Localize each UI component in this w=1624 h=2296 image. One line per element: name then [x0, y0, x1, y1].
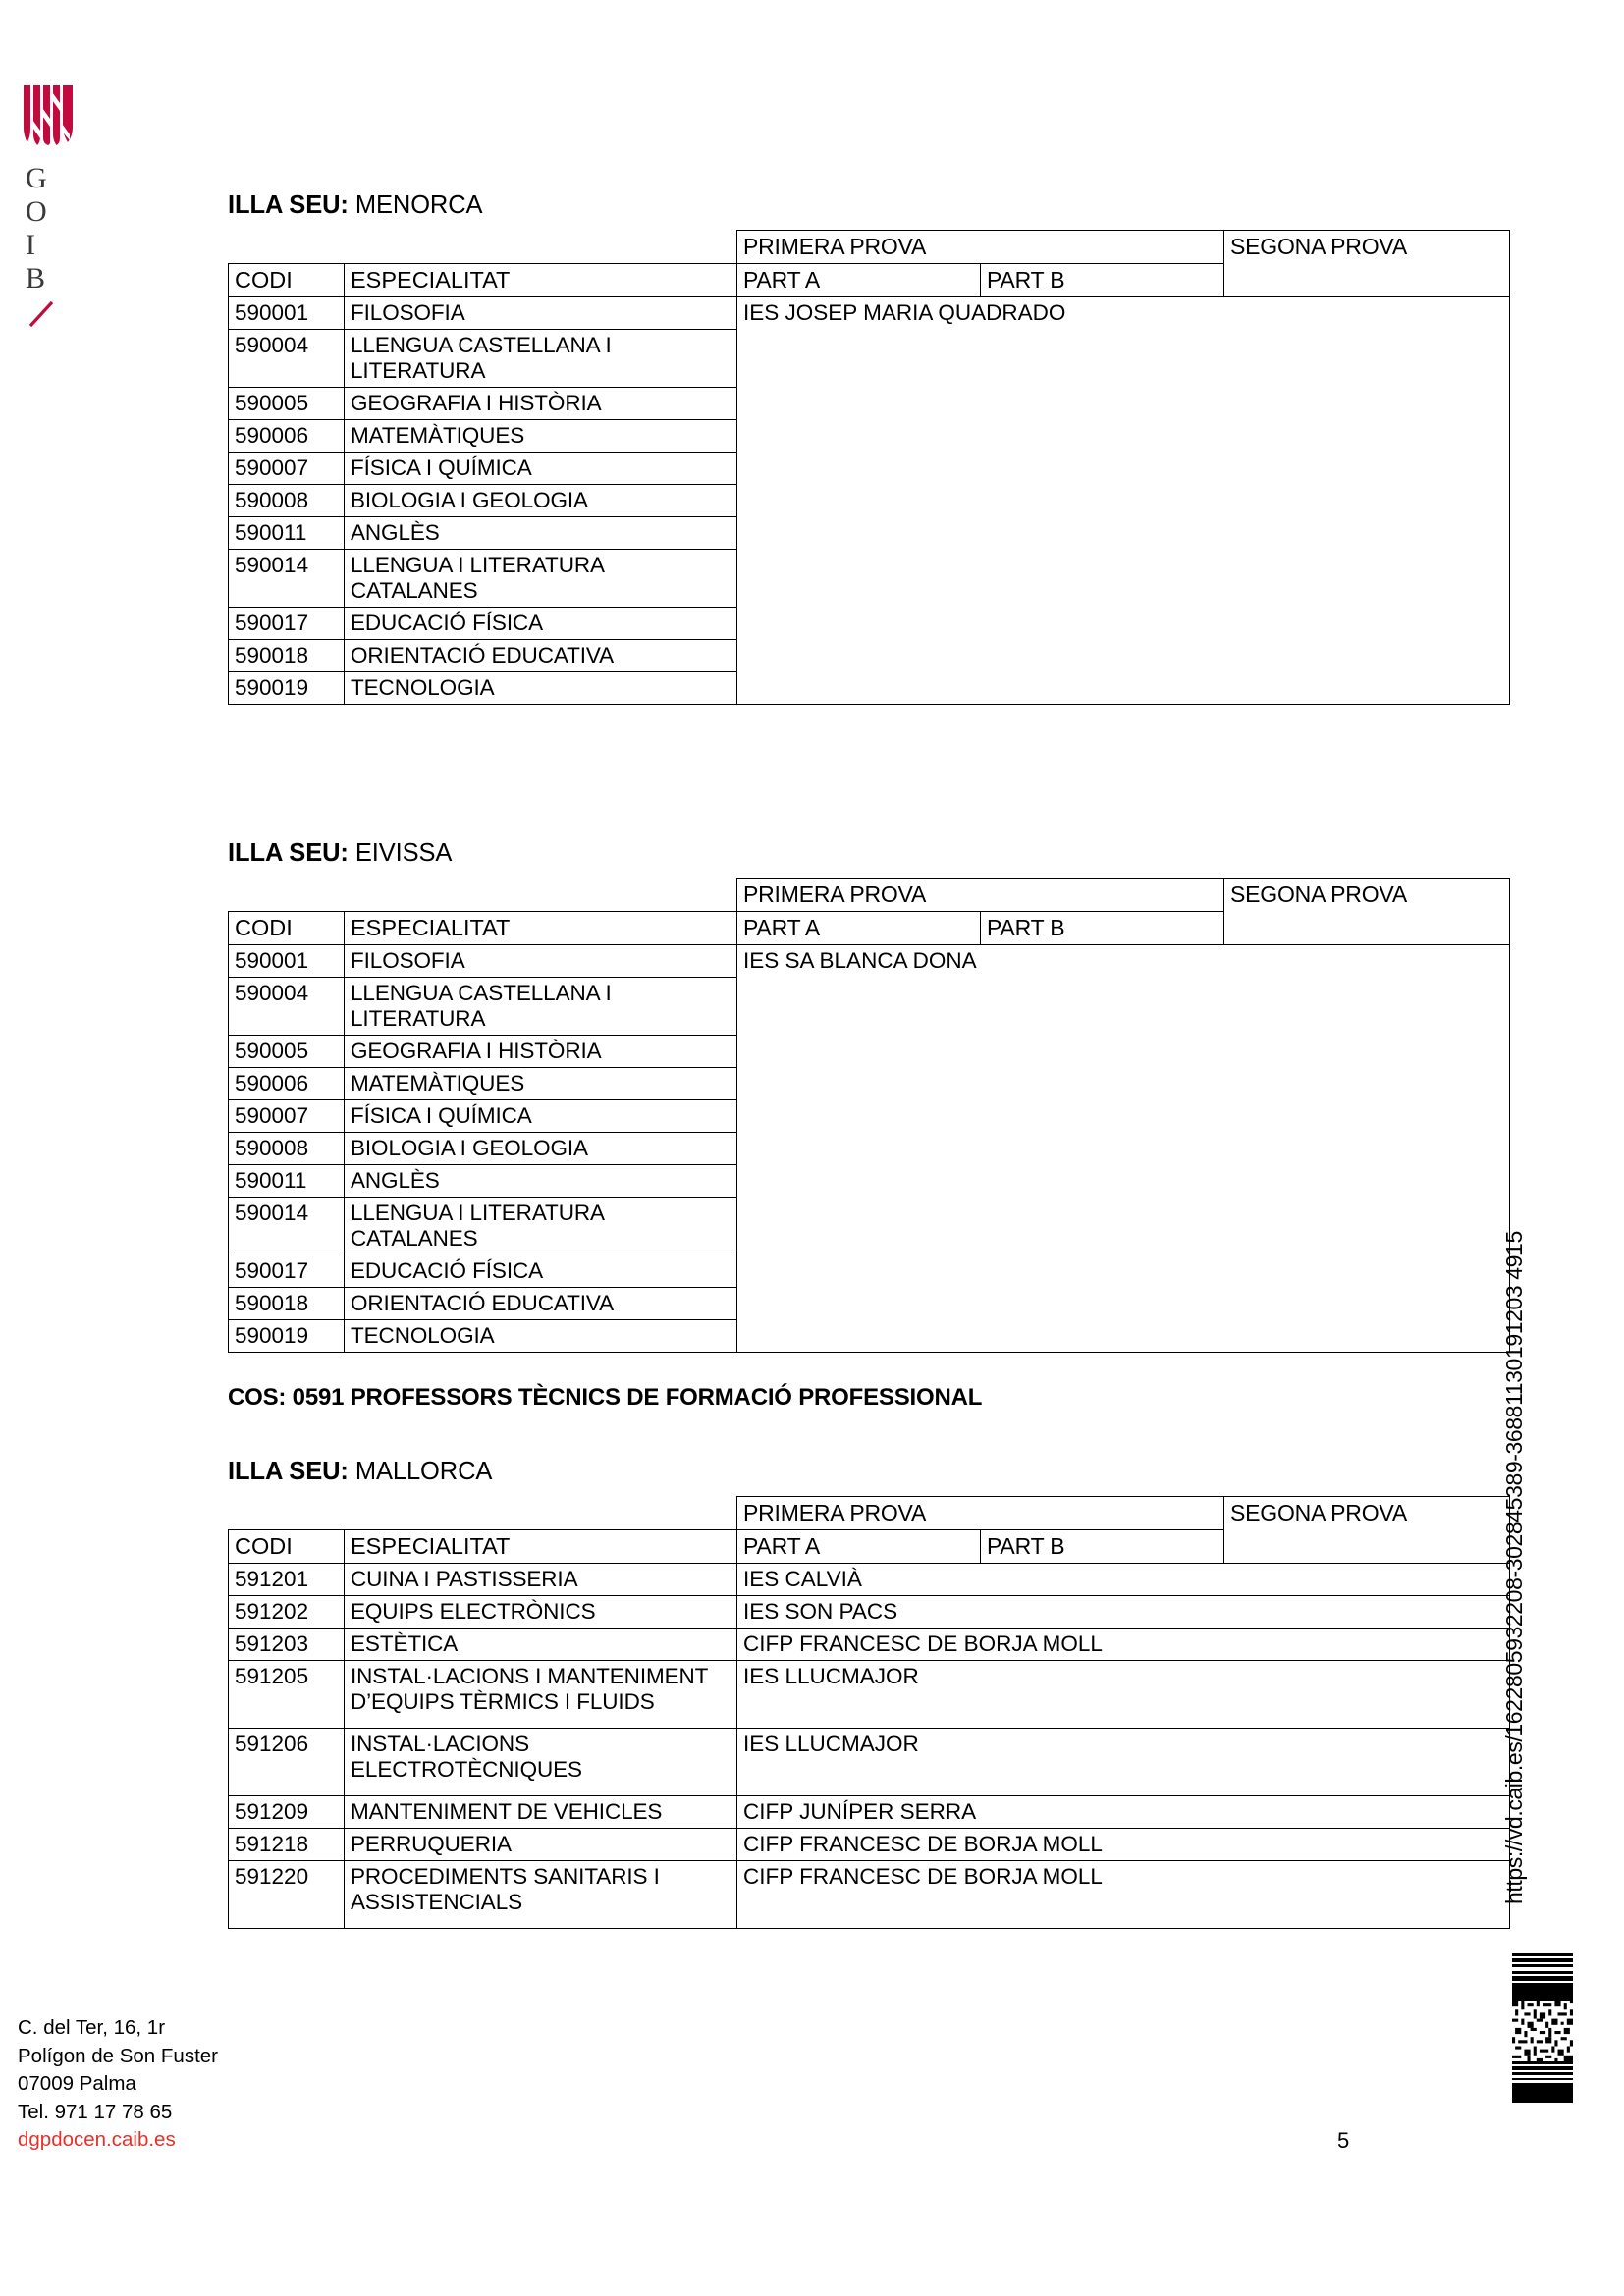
qr-code-icon	[1512, 2001, 1573, 2061]
section-menorca	[228, 191, 1510, 705]
cell-codi: 591205	[229, 1661, 345, 1729]
cell-codi: 590017	[229, 608, 345, 640]
exam-table-eivissa	[228, 878, 1510, 1353]
cell-especialitat: PROCEDIMENTS SANITARIS I ASSISTENCIALS	[345, 1861, 737, 1929]
cell-codi: 590006	[229, 1068, 345, 1100]
cell-codi: 591218	[229, 1829, 345, 1861]
cell-especialitat: BIOLOGIA I GEOLOGIA	[345, 485, 737, 517]
barcode-top-icon	[1512, 1953, 1573, 2001]
table-row	[229, 1729, 1510, 1796]
cell-codi: 590004	[229, 330, 345, 388]
spacer-cell	[345, 1497, 737, 1530]
header-part-a: PART A	[737, 912, 981, 945]
verification-code-block	[1512, 1953, 1573, 2103]
cell-codi: 590001	[229, 945, 345, 978]
section-mallorca-table	[228, 1458, 1510, 1929]
cell-venue: IES JOSEP MARIA QUADRADO	[737, 297, 1510, 705]
cell-especialitat: CUINA I PASTISSERIA	[345, 1564, 737, 1596]
header-codi: CODI	[229, 264, 345, 297]
table-row	[229, 1629, 1510, 1661]
cell-codi: 590004	[229, 978, 345, 1036]
cell-venue: IES SA BLANCA DONA	[737, 945, 1510, 1353]
footer-website-link[interactable]: dgpdocen.caib.es	[18, 2128, 176, 2151]
cell-especialitat: FÍSICA I QUÍMICA	[345, 453, 737, 485]
cell-venue: CIFP FRANCESC DE BORJA MOLL	[737, 1629, 1510, 1661]
cell-codi: 591220	[229, 1861, 345, 1929]
footer-city: 07009 Palma	[18, 2072, 136, 2095]
cell-codi: 590006	[229, 420, 345, 453]
cell-especialitat: TECNOLOGIA	[345, 672, 737, 705]
exam-table-mallorca	[228, 1496, 1510, 1929]
spacer-cell	[229, 1497, 345, 1530]
table-row	[229, 1661, 1510, 1729]
cell-especialitat: ESTÈTICA	[345, 1629, 737, 1661]
exam-table-menorca	[228, 230, 1510, 705]
seu-label: ILLA SEU:	[228, 839, 349, 867]
cell-especialitat: ANGLÈS	[345, 517, 737, 550]
header-segona-prova: SEGONA PROVA	[1224, 231, 1510, 297]
cell-codi: 590008	[229, 485, 345, 517]
cell-especialitat: TECNOLOGIA	[345, 1320, 737, 1353]
cell-codi: 590017	[229, 1255, 345, 1288]
header-primera-prova: PRIMERA PROVA	[737, 879, 1224, 912]
goib-logo	[18, 83, 135, 329]
logo-letter-g: G	[26, 162, 47, 194]
table-body-eivissa	[229, 945, 1510, 1353]
footer-polygon: Polígon de Son Fuster	[18, 2044, 218, 2067]
cell-venue: IES LLUCMAJOR	[737, 1661, 1510, 1729]
seu-heading-eivissa	[228, 839, 1510, 868]
header-part-a: PART A	[737, 1530, 981, 1564]
cell-especialitat: EDUCACIÓ FÍSICA	[345, 1255, 737, 1288]
table-body-mallorca	[229, 1564, 1510, 1929]
cell-especialitat: MANTENIMENT DE VEHICLES	[345, 1796, 737, 1829]
cell-venue: CIFP FRANCESC DE BORJA MOLL	[737, 1829, 1510, 1861]
cell-codi: 590011	[229, 1165, 345, 1198]
cell-codi: 590005	[229, 388, 345, 420]
cell-especialitat: MATEMÀTIQUES	[345, 1068, 737, 1100]
header-part-a: PART A	[737, 264, 981, 297]
cell-especialitat: LLENGUA I LITERATURA CATALANES	[345, 1198, 737, 1255]
cell-especialitat: PERRUQUERIA	[345, 1829, 737, 1861]
seu-value: MENORCA	[354, 191, 483, 219]
cell-especialitat: ORIENTACIÓ EDUCATIVA	[345, 1288, 737, 1320]
cell-especialitat: LLENGUA CASTELLANA I LITERATURA	[345, 330, 737, 388]
page-number: 5	[1337, 2128, 1350, 2153]
header-primera-prova: PRIMERA PROVA	[737, 1497, 1224, 1530]
header-part-b: PART B	[981, 912, 1224, 945]
cell-venue: IES CALVIÀ	[737, 1564, 1510, 1596]
seu-heading-menorca	[228, 191, 1510, 220]
cell-especialitat: EDUCACIÓ FÍSICA	[345, 608, 737, 640]
cell-especialitat: ORIENTACIÓ EDUCATIVA	[345, 640, 737, 672]
cell-especialitat: BIOLOGIA I GEOLOGIA	[345, 1133, 737, 1165]
cell-especialitat: EQUIPS ELECTRÒNICS	[345, 1596, 737, 1629]
table-row	[229, 945, 1510, 978]
logo-letter-o: O	[26, 195, 47, 228]
table-row	[229, 1829, 1510, 1861]
logo-letter-i: I	[26, 229, 35, 261]
section-eivissa	[228, 839, 1510, 1353]
header-part-b: PART B	[981, 1530, 1224, 1564]
goib-lettermark	[26, 162, 135, 295]
seu-label: ILLA SEU:	[228, 191, 349, 219]
table-header-row-top	[229, 231, 1510, 264]
cell-codi: 590008	[229, 1133, 345, 1165]
balearic-shield-icon	[22, 83, 75, 146]
spacer-cell	[345, 231, 737, 264]
header-segona-prova: SEGONA PROVA	[1224, 879, 1510, 945]
cos-heading: COS: 0591 PROFESSORS TÈCNICS DE FORMACIÓ PROFESSIONAL	[228, 1384, 983, 1411]
cell-especialitat: FILOSOFIA	[345, 297, 737, 330]
spacer-cell	[229, 879, 345, 912]
seu-value: MALLORCA	[354, 1458, 493, 1485]
table-header-row-top	[229, 879, 1510, 912]
cell-venue: IES LLUCMAJOR	[737, 1729, 1510, 1796]
cell-especialitat: FÍSICA I QUÍMICA	[345, 1100, 737, 1133]
header-especialitat: ESPECIALITAT	[345, 912, 737, 945]
spacer-cell	[345, 879, 737, 912]
footer-street: C. del Ter, 16, 1r	[18, 2016, 166, 2039]
cell-especialitat: FILOSOFIA	[345, 945, 737, 978]
spacer-cell	[229, 231, 345, 264]
header-especialitat: ESPECIALITAT	[345, 264, 737, 297]
cell-especialitat: INSTAL·LACIONS I MANTENIMENT D’EQUIPS TÈRMICS I FLUIDS	[345, 1661, 737, 1729]
cell-especialitat: LLENGUA I LITERATURA CATALANES	[345, 550, 737, 608]
cell-codi: 590018	[229, 1288, 345, 1320]
cell-codi: 590007	[229, 1100, 345, 1133]
seu-heading-mallorca	[228, 1458, 1510, 1486]
cell-venue: CIFP JUNÍPER SERRA	[737, 1796, 1510, 1829]
table-row	[229, 1861, 1510, 1929]
cell-codi: 590014	[229, 1198, 345, 1255]
table-header-row-top	[229, 1497, 1510, 1530]
footer-address-block	[18, 2014, 218, 2155]
cell-codi: 591203	[229, 1629, 345, 1661]
verification-url: https://vd.caib.es/1622805932208-302845389-36881130191203 4915	[1501, 1231, 1527, 1904]
section-mallorca	[228, 1384, 982, 1412]
table-body-menorca	[229, 297, 1510, 705]
cell-especialitat: MATEMÀTIQUES	[345, 420, 737, 453]
cell-codi: 590007	[229, 453, 345, 485]
cell-especialitat: LLENGUA CASTELLANA I LITERATURA	[345, 978, 737, 1036]
cell-codi: 590001	[229, 297, 345, 330]
cell-venue: CIFP FRANCESC DE BORJA MOLL	[737, 1861, 1510, 1929]
cell-codi: 591202	[229, 1596, 345, 1629]
verification-stamp	[1501, 1060, 1571, 1904]
cell-codi: 591209	[229, 1796, 345, 1829]
barcode-bottom-icon	[1512, 2061, 1573, 2103]
cell-codi: 591201	[229, 1564, 345, 1596]
header-codi: CODI	[229, 1530, 345, 1564]
header-segona-prova: SEGONA PROVA	[1224, 1497, 1510, 1564]
cell-venue: IES SON PACS	[737, 1596, 1510, 1629]
table-row	[229, 297, 1510, 330]
table-row	[229, 1796, 1510, 1829]
header-part-b: PART B	[981, 264, 1224, 297]
cell-codi: 590005	[229, 1036, 345, 1068]
cell-codi: 590011	[229, 517, 345, 550]
cell-codi: 590019	[229, 1320, 345, 1353]
cell-especialitat: ANGLÈS	[345, 1165, 737, 1198]
header-especialitat: ESPECIALITAT	[345, 1530, 737, 1564]
logo-slash-icon	[27, 299, 57, 329]
header-codi: CODI	[229, 912, 345, 945]
seu-label: ILLA SEU:	[228, 1458, 349, 1485]
table-row	[229, 1564, 1510, 1596]
logo-letter-b: B	[26, 262, 46, 294]
cell-codi: 591206	[229, 1729, 345, 1796]
cell-codi: 590018	[229, 640, 345, 672]
table-row	[229, 1596, 1510, 1629]
cell-codi: 590019	[229, 672, 345, 705]
cell-especialitat: GEOGRAFIA I HISTÒRIA	[345, 388, 737, 420]
header-primera-prova: PRIMERA PROVA	[737, 231, 1224, 264]
cell-especialitat: GEOGRAFIA I HISTÒRIA	[345, 1036, 737, 1068]
footer-phone: Tel. 971 17 78 65	[18, 2100, 173, 2123]
cell-codi: 590014	[229, 550, 345, 608]
cell-especialitat: INSTAL·LACIONS ELECTROTÈCNIQUES	[345, 1729, 737, 1796]
seu-value: EIVISSA	[354, 839, 453, 867]
